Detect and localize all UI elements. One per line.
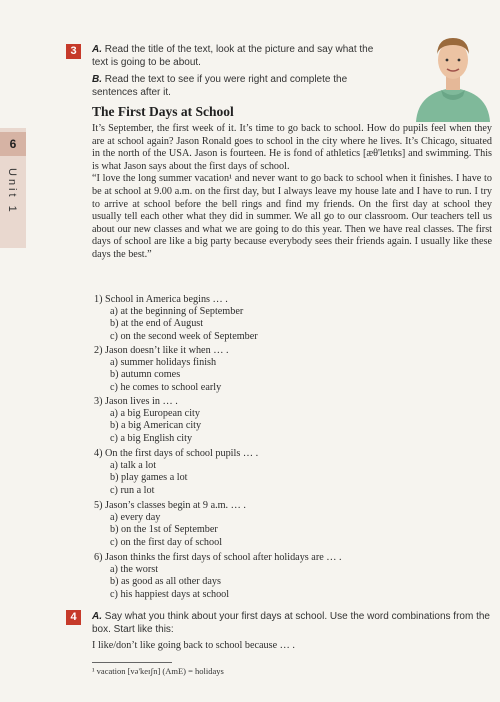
option: a) summer holidays finish	[110, 357, 217, 369]
option: c) a big English city	[110, 432, 193, 444]
question-stem: 1) School in America begins … .	[94, 294, 228, 305]
option: c) on the first day of school	[110, 536, 223, 548]
question-3	[94, 396, 494, 445]
option: a) every day	[110, 512, 161, 524]
option: b) autumn comes	[110, 369, 181, 381]
page-number: 6	[0, 132, 26, 156]
exercise-3-task-a	[92, 43, 392, 69]
reading-text	[92, 123, 492, 262]
option: a) a big European city	[110, 408, 200, 420]
question-6	[94, 552, 494, 601]
task-a-letter: A.	[92, 44, 102, 55]
question-stem: 6) Jason thinks the first days of school after holidays are … .	[94, 552, 342, 563]
option: b) as good as all other days	[110, 576, 221, 588]
question-stem: 4) On the first days of school pupils … .	[94, 448, 259, 459]
option: c) on the second week of September	[110, 330, 258, 342]
question-2	[94, 345, 494, 394]
question-4	[94, 448, 494, 497]
question-1	[94, 294, 494, 343]
footnote: ¹ vacation [və'keɪʃn] (AmE) = holidays	[92, 666, 224, 676]
option: b) a big American city	[110, 420, 202, 432]
option: a) talk a lot	[110, 460, 157, 472]
paragraph-1: It’s September, the first week of it. It’s time to go back to school. How do pupils feel when they are at school again? Jason Ronald goes to school in the city where he lives. It’s Chicago, situated in the north of the USA. Jason is fourteen. He is fond of athletics [æθ'letɪks] and swimming. This is what Jason says about the first days of school.	[92, 123, 492, 172]
task-b-letter: B.	[92, 74, 102, 85]
question-5	[94, 500, 494, 549]
footnote-divider	[92, 662, 172, 663]
unit-label: Unit 1	[6, 168, 18, 215]
text-title: The First Days at School	[92, 104, 234, 119]
task-a-letter: A.	[92, 611, 102, 622]
question-stem: 3) Jason lives in … .	[94, 396, 178, 407]
task-a-text: Read the title of the text, look at the picture and say what the text is going to be about.	[92, 44, 374, 68]
option: c) his happiest days at school	[110, 588, 230, 600]
option: a) the worst	[110, 564, 159, 576]
option: b) on the 1st of September	[110, 524, 218, 536]
exercise-4-starter: I like/don’t like going back to school because … .	[92, 640, 295, 651]
option: a) at the beginning of September	[110, 306, 244, 318]
exercise-3-task-b	[92, 73, 392, 99]
option: b) at the end of August	[110, 318, 204, 330]
exercise-4-badge: 4	[66, 610, 81, 625]
boy-photo	[408, 30, 498, 122]
option: b) play games a lot	[110, 472, 188, 484]
option: c) run a lot	[110, 484, 155, 496]
question-stem: 2) Jason doesn’t like it when … .	[94, 345, 229, 356]
question-stem: 5) Jason’s classes begin at 9 a.m. … .	[94, 500, 246, 511]
exercise-4-task-a	[92, 610, 492, 636]
exercise-3-badge: 3	[66, 44, 81, 59]
paragraph-2: “I love the long summer vacation¹ and never want to go back to school when it finishes. I have to be at school at 9.00 a.m. on the first day, but I always leave my house late and I have to run. I try to arrive at school before the bell rings and find my friends. On the first day at school they usually tell each other what they did in summer. We all go to our classroom. Our teachers tell us about our new classes and what we are going to do this year. Then we have real classes. The first days of school are like a big party because everybody sees their friends again. I usually like these days the best.”	[92, 173, 492, 260]
task-a-text: Say what you think about your first days at school. Use the word combinations from the box. Start like this:	[92, 611, 490, 635]
task-b-text: Read the text to see if you were right and complete the sentences after it.	[92, 74, 348, 98]
option: c) he comes to school early	[110, 381, 222, 393]
